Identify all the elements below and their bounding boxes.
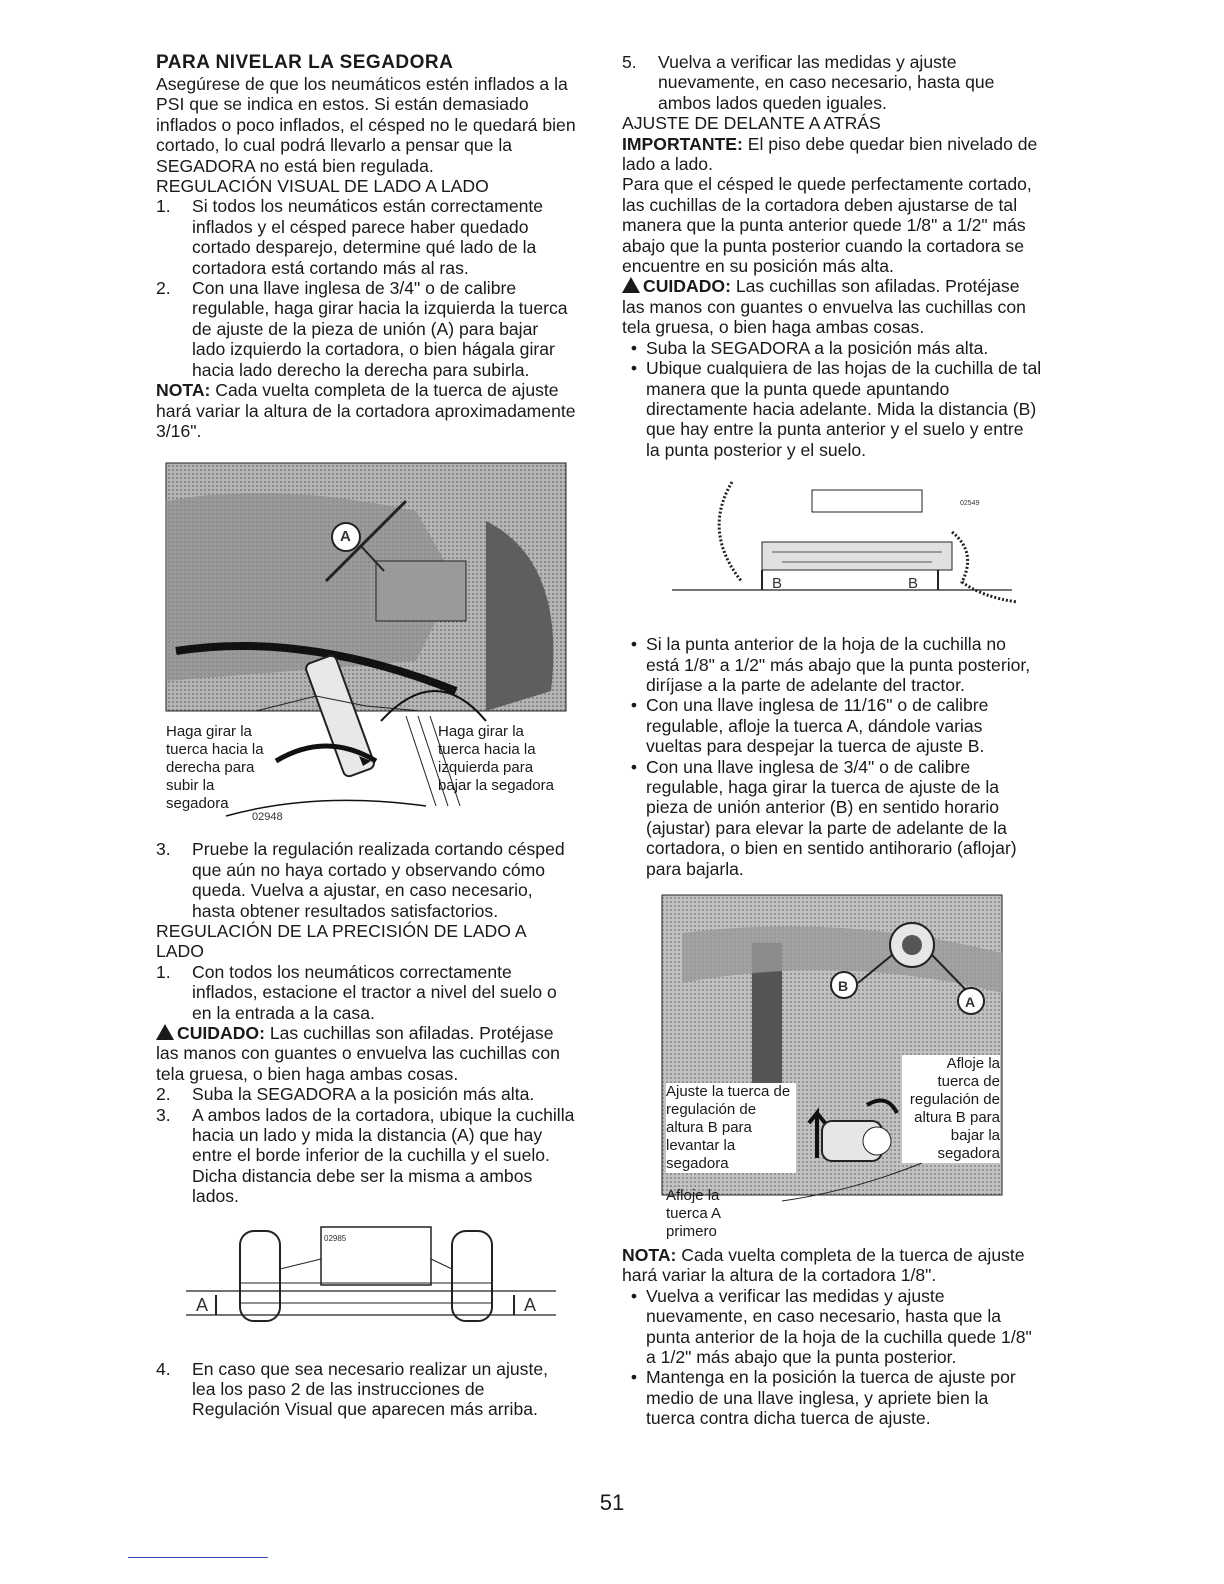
list-item xyxy=(622,358,1042,460)
bullet-text: Con una llave inglesa de 11/16" o de calibre regulable, afloje la tuerca A, dándole varias vueltas para despejar la tuerca de ajuste B. xyxy=(646,695,989,757)
figure-front-back-measure xyxy=(622,472,1042,622)
list-item xyxy=(622,634,1042,695)
list-item xyxy=(156,839,576,921)
figure-wrench-adjust xyxy=(156,461,576,831)
fig4-caption-left: Ajuste la tuerca de regulación de altura B para levantar la segadora xyxy=(666,1083,796,1173)
fig2-label-left: A xyxy=(196,1294,209,1315)
cuidado-label: CUIDADO: xyxy=(177,1022,265,1043)
step-number: 1. xyxy=(156,196,171,217)
step-text: A ambos lados de la cortadora, ubique la cuchilla hacia un lado y mida la distancia (A) que hay entre el borde inferior de la cuchilla y el suelo. Dicha distancia debe ser la misma a ambos lados. xyxy=(192,1104,575,1207)
nota-label: NOTA: xyxy=(622,1245,677,1265)
cuidado-text: Las cuchillas son afiladas. Protéjase las manos con guantes o envuelva las cuchillas con tela gruesa, o bien haga ambas cosas. xyxy=(156,1022,560,1084)
step-number: 1. xyxy=(156,961,171,982)
fig3-label-left: B xyxy=(772,575,783,593)
list-item xyxy=(622,1286,1042,1368)
precision-heading: REGULACIÓN DE LA PRECISIÓN DE LADO A LADO xyxy=(156,920,526,962)
importante-label: IMPORTANTE: xyxy=(622,133,743,154)
cuidado-paragraph xyxy=(156,1023,576,1084)
fig3-label-right: B xyxy=(908,575,919,593)
list-item xyxy=(622,757,1042,879)
left-column xyxy=(156,52,576,1420)
bullet-icon: • xyxy=(630,358,638,379)
intro-paragraph: Asegúrese de que los neumáticos estén inflados a la PSI que se indica en estos. Si están demasiado inflados o poco inflados, el césped no le quedará bien cortado, lo cual podrá llevarlo a pensar que la SEGADORA no está bien regulada. xyxy=(156,74,576,176)
step-text: Vuelva a verificar las medidas y ajuste nuevamente, en caso necesario, hasta que ambos lados queden iguales. xyxy=(658,52,995,113)
list-item xyxy=(622,52,1042,113)
nota-text: Cada vuelta completa de la tuerca de ajuste hará variar la altura de la cortadora 1/8". xyxy=(622,1245,1025,1286)
section-title: PARA NIVELAR LA SEGADORA xyxy=(156,52,454,73)
step-text: Suba la SEGADORA a la posición más alta. xyxy=(192,1084,535,1105)
bottom-divider xyxy=(128,1557,268,1558)
step-text: Con todos los neumáticos correctamente inflados, estacione el tractor a nivel del suelo o en la entrada a la casa. xyxy=(192,961,557,1023)
list-item xyxy=(156,1105,576,1207)
nota-label: NOTA: xyxy=(156,380,211,401)
step-text: En caso que sea necesario realizar un ajuste, lea los paso 2 de las instrucciones de Regulación Visual que aparecen más arriba. xyxy=(192,1358,548,1420)
mower-front-illustration xyxy=(156,1219,576,1339)
step-number: 2. xyxy=(156,278,171,299)
right-column xyxy=(622,52,1042,1429)
figure-nut-adjust xyxy=(622,893,1042,1240)
importante-paragraph xyxy=(622,134,1042,175)
fig1-code: 02948 xyxy=(252,811,283,824)
visual-heading: REGULACIÓN VISUAL DE LADO A LADO xyxy=(156,176,489,197)
warning-icon xyxy=(156,1024,174,1040)
bullet-text: Ubique cualquiera de las hojas de la cuchilla de tal manera que la punta quede apuntando directamente hacia adelante. Mida la distancia (B) que hay entre la punta anterior y el suelo y entre la punta posterior y el suelo. xyxy=(646,358,1042,460)
cuidado-label: CUIDADO: xyxy=(643,276,731,297)
nota-paragraph xyxy=(622,1245,1042,1286)
bullet-icon: • xyxy=(630,337,638,358)
list-item xyxy=(156,1359,576,1420)
step-number: 2. xyxy=(156,1084,171,1105)
step-text: Con una llave inglesa de 3/4" o de calibre regulable, haga girar hacia la izquierda la tuerca de ajuste de la pieza de unión (A) para bajar lado izquierdo la cortadora, o bien hágala girar hacia lado derecho la derecha para subirla. xyxy=(192,278,568,380)
fig4-caption-bottom: Afloje la tuerca A primero xyxy=(666,1187,721,1240)
importante-text: El piso debe quedar bien nivelado de lado a lado. xyxy=(622,133,1038,175)
fig1-label-a: A xyxy=(340,528,351,546)
fig4-label-b: B xyxy=(838,978,849,994)
bullet-icon: • xyxy=(630,1367,638,1388)
fig1-caption-left: Haga girar la tuerca hacia la derecha para subir la segadora xyxy=(166,723,264,813)
list-item xyxy=(622,1367,1042,1428)
list-item xyxy=(156,1084,576,1104)
para-paragraph: Para que el césped le quede perfectamente cortado, las cuchillas de la cortadora deben ajustarse de tal manera que la punta anterior quede 1/8" a 1/2" más abajo que la punta posterior cuando la cortadora se encuentre en su posición más alta. xyxy=(622,174,1032,277)
bullet-text: Vuelva a verificar las medidas y ajuste nuevamente, en caso necesario, hasta que la punta anterior de la hoja de la cuchilla quede 1/8" a 1/2" más abajo que la punta posterior. xyxy=(646,1285,1032,1368)
fig4-label-a: A xyxy=(965,994,976,1010)
bullet-icon: • xyxy=(630,756,638,777)
list-item xyxy=(622,695,1042,756)
step-number: 3. xyxy=(156,1104,171,1125)
figure-side-measure xyxy=(156,1219,576,1339)
step-text: Si todos los neumáticos están correctamente inflados y el césped parece haber quedado cortado desparejo, determine qué lado de la cortadora está cortando más al ras. xyxy=(192,196,544,278)
fig1-caption-right: Haga girar la tuerca hacia la izquierda para bajar la segadora xyxy=(438,723,554,795)
bullet-icon: • xyxy=(630,695,638,716)
bullet-text: Si la punta anterior de la hoja de la cuchilla no está 1/8" a 1/2" más abajo que la punta posterior, diríjase a la parte de adelante del tractor. xyxy=(646,634,1031,695)
nota-paragraph xyxy=(156,380,576,441)
fig4-caption-right: Afloje la tuerca de regulación de altura B para bajar la segadora xyxy=(902,1055,1000,1163)
step-number: 5. xyxy=(622,52,637,72)
fig3-code: 02549 xyxy=(960,500,980,508)
fig2-code: 02985 xyxy=(324,1233,347,1243)
step-number: 3. xyxy=(156,839,171,860)
cuidado-paragraph xyxy=(622,276,1042,337)
warning-icon xyxy=(622,277,640,293)
fig2-label-right: A xyxy=(524,1294,537,1315)
list-item xyxy=(156,196,576,278)
nota-text: Cada vuelta completa de la tuerca de ajuste hará variar la altura de la cortadora aproximadamente 3/16". xyxy=(156,380,576,441)
list-item xyxy=(156,278,576,380)
bullet-text: Mantenga en la posición la tuerca de ajuste por medio de una llave inglesa, y apriete bien la tuerca contra dicha tuerca de ajuste. xyxy=(646,1367,1016,1429)
bullet-icon: • xyxy=(630,1285,638,1306)
list-item xyxy=(156,962,576,1023)
page-number: 51 xyxy=(599,1490,625,1515)
bullet-text: Con una llave inglesa de 3/4" o de calibre regulable, haga girar la tuerca de ajuste de la pieza de unión anterior (B) en sentido horario (ajustar) para elevar la parte de adelante de la cortadora, o bien en sentido antihorario (aflojar) para bajarla. xyxy=(646,756,1017,879)
bullet-text: Suba la SEGADORA a la posición más alta. xyxy=(646,337,989,358)
cuidado-text: Las cuchillas son afiladas. Protéjase las manos con guantes o envuelva las cuchillas con tela gruesa, o bien haga ambas cosas. xyxy=(622,276,1026,338)
step-number: 4. xyxy=(156,1358,171,1379)
list-item xyxy=(622,338,1042,358)
step-text: Pruebe la regulación realizada cortando césped que aún no haya cortado y observando cómo queda. Vuelva a ajustar, en caso necesario, hasta obtener resultados satisfactorios. xyxy=(192,839,565,921)
bullet-icon: • xyxy=(630,634,638,655)
front-heading: AJUSTE DE DELANTE A ATRÁS xyxy=(622,113,881,134)
